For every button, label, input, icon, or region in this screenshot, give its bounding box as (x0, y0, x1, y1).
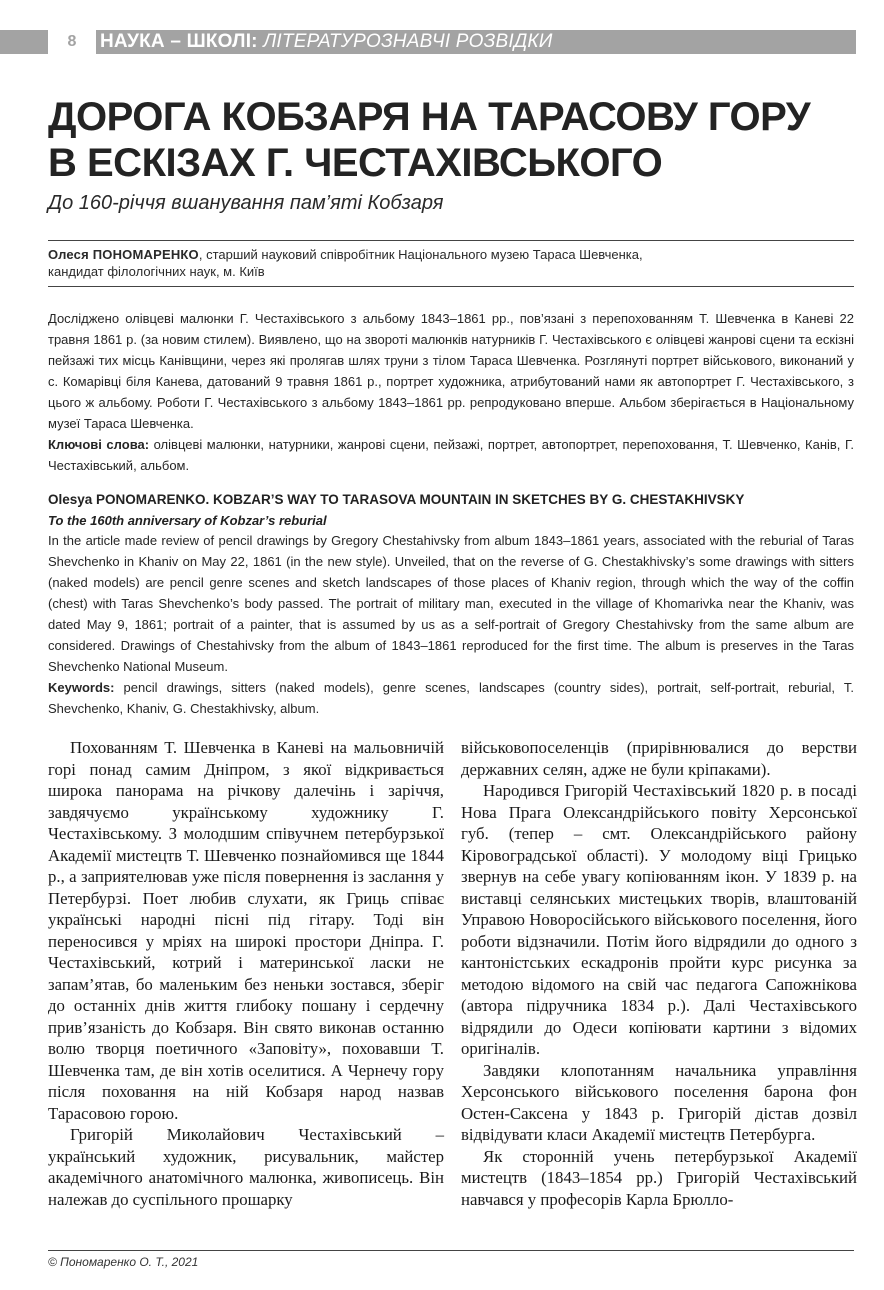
author-surname: ПОНОМАРЕНКО (92, 247, 199, 262)
body-paragraph: Похованням Т. Шевченка в Каневі на мальовничій горі понад самим Дніпром, з якої відкривається широка панорама на річкову далечінь і заріччя, завдячуємо українському художнику Г. Честахівському. З молодшим співучнем петербурзької Академії мистецтв Т. Шевченко познайомився ще 1844 р., а заприятелював уже після повернення із заслання у Петербурзі. Поет любив слухати, як Гриць співає українські народні пісні під гітару. Тоді він переносився у мріях на широкі простори Дніпра. Г. Честахівський, котрий і материнської ласки не запам’ятав, бо маленьким без неньки зостався, зберіг до останніх днів життя глибоку пошану і сердечну прив’язаність до Кобзаря. Він свято виконав останню волю творця поетичного «Заповіту», поховавши Т. Шевченка там, де він хотів оселитися. А Чернечу гору після поховання на ній Кобзаря народ назвав Тарасовою горою. (48, 738, 444, 1123)
abstract-en-text: In the article made review of pencil drawings by Gregory Chestahivsky from album 1843–1861 years, associated with the reburial of Taras Shevchenko in Khaniv on May 22, 1861 (in the new style). Unveiled, that on the reverse of G. Chestakhivsky’s some drawings with sitters (naked models) are pencil genre scenes and sketch landscapes of those places of Khaniv region, through which the way of the coffin (chest) with Taras Shevchenko’s body passed. The portrait of military man, executed in the village of Khomarivka near the Khaniv, was dated May 9, 1861; portrait of a painter, that is assumed by us as a self-portrait of Gregory Chestahivsky from the same album are considered. Drawings of Chestahivsky from the album of 1843–1861 reproduced for the first time. The album is preserves in the Taras Shevchenko National Museum. (48, 533, 854, 674)
english-subtitle: To the 160th anniversary of Kobzar’s reburial (48, 513, 327, 528)
body-paragraph: Григорій Миколайович Честахівський – український художник, рисувальник, майстер академічного анатомічного малюнка, живописець. Він належав до суспільного прошарку (48, 1125, 444, 1209)
keywords-ua: олівцеві малюнки, натурники, жанрові сцени, пейзажі, портрет, автопортрет, перепоховання, Т. Шевченко, Канів, Г. Честахівський, альбом. (48, 437, 855, 473)
english-title: Olesya PONOMARENKO. KOBZAR’S WAY TO TARASOVA MOUNTAIN IN SKETCHES BY G. CHESTAKHIVSKY (48, 492, 745, 507)
abstract-ukrainian (48, 308, 854, 476)
author-degree: кандидат філологічних наук, м. Київ (48, 264, 265, 279)
article-subtitle: До 160-річчя вшанування пам’яті Кобзаря (48, 192, 444, 214)
body-paragraph-continued: військовопоселенців (прирівнювалися до верстви державних селян, адже не були кріпаками). (461, 738, 857, 779)
keywords-en: pencil drawings, sitters (naked models), genre scenes, landscapes (country sides), portrait, self-portrait, reburial, T. Shevchenko, Khaniv, G. Chestakhivsky, album. (48, 680, 854, 716)
page-number: 8 (48, 30, 96, 54)
body-paragraph: Завдяки клопотанням начальника управління Херсонського військового поселення барона фон Остен-Саксена у 1843 р. Григорій дістав дозвіл відвідувати класи Академії мистецтв Петербурга. (461, 1060, 857, 1144)
body-column-right (461, 737, 857, 1210)
article-title (48, 94, 848, 186)
body-paragraph: Як сторонній учень петербурзької Академії мистецтв (1843–1854 рр.) Григорій Честахівський навчався у професорів Карла Брюлло- (461, 1146, 857, 1209)
author-name (48, 247, 199, 262)
author-block (48, 246, 854, 280)
body-paragraph: Народився Григорій Честахівський 1820 р. в посаді Нова Прага Олександрійського повіту Херсонської губ. (тепер – смт. Олександрійського району Кіровоградської області). У молодому віці Грицько звернув на себе увагу копіюванням ікон. У 1839 р. на виставці селянських мистецьких творів, влаштованій Управою Новоросійського військового поселення, його роботи відзначили. Потім його відрядили до одного з кантоністських ескадронів пройти курс рисунка за методою відомого на свій час педагога Сапожнікова (автора підручника 1834 р.). Далі Честахівського відрядили до Одеси копіювати картини з відомих оригіналів. (461, 781, 857, 1058)
author-top-rule (48, 240, 854, 241)
section-header-band (0, 30, 856, 54)
author-affiliation: , старший науковий співробітник Національного музею Тараса Шевченка, (198, 247, 643, 262)
abstract-english (48, 530, 854, 719)
title-line-1: ДОРОГА КОБЗАРЯ НА ТАРАСОВУ ГОРУ (48, 95, 811, 139)
abstract-ua-text: Досліджено олівцеві малюнки Г. Честахівського з альбому 1843–1861 рр., пов’язані з перепохованням Т. Шевченка в Каневі 22 травня 1861 р. (за новим стилем). Виявлено, що на звороті малюнків натурників Г. Честахівського є олівцеві жанрові сцени та ескізні пейзажі тих місць Канівщини, через які пролягав шлях труни з тілом Тараса Шевченка. Розглянуті портрет військового, виконаний у с. Комарівці біля Канева, датований 9 травня 1861 р., портрет художника, атрибутований нами як автопортрет Г. Честахівського, з цього ж альбому. Роботи Г. Честахівського з альбому 1843–1861 рр. репродуковано вперше. Альбом зберігається в Національному музеї Тараса Шевченка. (48, 311, 854, 431)
body-column-left (48, 737, 444, 1210)
rubric-main: НАУКА – ШКОЛІ: (100, 31, 258, 52)
rubric-sub: ЛІТЕРАТУРОЗНАВЧІ РОЗВІДКИ (257, 31, 553, 52)
title-line-2: В ЕСКІЗАХ Г. ЧЕСТАХІВСЬКОГО (48, 141, 663, 185)
copyright-notice: © Пономаренко О. Т., 2021 (48, 1255, 199, 1269)
section-rubric (100, 30, 553, 54)
keywords-en-label: Keywords: (48, 680, 115, 695)
author-first-name: Олеся (48, 247, 93, 262)
keywords-ua-label: Ключові слова: (48, 437, 150, 452)
footer-rule (48, 1250, 854, 1251)
author-bottom-rule (48, 286, 854, 287)
